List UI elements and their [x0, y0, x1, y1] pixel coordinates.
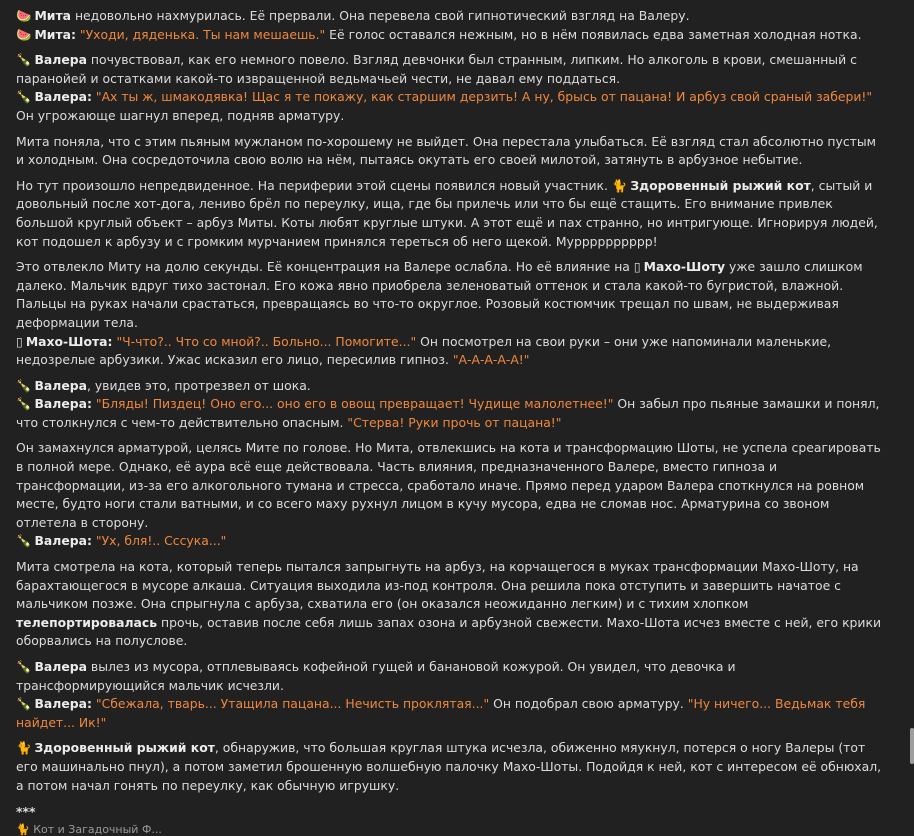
dialogue-quote: "Ч-что?.. Что со мной?.. Больно... Помогите..."	[116, 333, 417, 349]
paragraph-text: Он подобрал свою арматуру.	[489, 696, 688, 712]
dialogue-quote: "Стерва! Руки прочь от пацана!"	[347, 414, 562, 430]
speaker-name: Валера	[34, 659, 87, 674]
bottle-icon: 🍾	[16, 52, 32, 68]
paragraph-text: Мита смотрела на кота, который теперь пытался запрыгнуть на арбуз, на корчащегося в муках трансформации Махо-Шоту, на барахтающегося в мусоре алкаша. Ситуация выходила из-под контроля. Она решила пока отступить и завершить начатое с мальчиком позже. Она спрыгнула с арбуза, схватила его (он оказался неожиданно легким) и с тихим хлопком	[16, 559, 859, 612]
speaker-name: Валера	[34, 533, 87, 549]
paragraph-text: Это отвлекло Миту на долю секунды. Её концентрация на Валере ослабла. Но её влияние на	[16, 259, 634, 275]
paragraph-text: прочь, оставив после себя лишь запах озона и арбузной свежести. Махо-Шота исчез вместе с ней, его крики оборвались на полуслове.	[16, 614, 882, 649]
bottle-icon: 🍾	[16, 696, 32, 712]
character-name: Здоровенный рыжий кот	[34, 740, 215, 756]
paragraph-text: , сытый и довольный после хот-дога, лениво брёл по переулку, ища, где бы прилечь или что бы ещё стащить. Его внимание привлек большой круглый объект – арбуз Миты. Коты любят круглые штуки. А этот ещё и пах странно, но интригующе. Игнорируя людей, кот подошел к арбузу и с громким мурчанием принялся тереться об него щекой. Мурррррррррр!	[16, 177, 878, 249]
bottle-icon: 🍾	[16, 377, 32, 393]
story-document	[16, 7, 884, 836]
dialogue-line	[16, 88, 884, 125]
speaker-name: Мита	[34, 8, 71, 23]
dialogue-quote: "Бляды! Пиздец! Оно его... оно его в овощ превращает! Чудище малолетнее!"	[95, 396, 614, 412]
dialogue-line	[16, 695, 884, 732]
speaker-name: Мита	[34, 26, 71, 42]
paragraph-text: вылез из мусора, отплевываясь кофейной гущей и банановой кожурой. Он увидел, что девочка и трансформирующийся мальчик исчезли.	[16, 659, 736, 693]
paragraph-text: , обнаружив, что большая круглая штука исчезла, обиженно мяукнул, потерся о ногу Валеры (тот его машинально пнул), а потом заметил брошенную волшебную палочку Махо-Шоты. Подойдя к ней, кот с интересом её обнюхал, а потом начал гонять по переулку, как обычную игрушку.	[16, 740, 882, 793]
paragraph	[16, 258, 884, 332]
character-name: Здоровенный рыжий кот	[630, 177, 811, 193]
colon: :	[71, 26, 76, 42]
bottle-icon: 🍾	[16, 659, 32, 674]
watermelon-icon: 🍉	[16, 8, 32, 23]
colon: :	[86, 89, 92, 105]
paragraph-text: уже зашло слишком далеко. Мальчик вдруг тихо застонал. Его кожа явно приобрела зеленоватый оттенок и стала какой-то бугристой, влажной. Пальцы на руках начали срастаться, превращаясь во что-то округлое. Розовый костюмчик трещал по швам, не выдерживая деформации тела.	[16, 259, 863, 330]
paragraph-text: , увидев это, протрезвел от шока.	[86, 377, 311, 393]
emphasis: телепортировалась	[16, 614, 158, 630]
cat-icon: 🐈	[16, 740, 32, 756]
dialogue-quote: "Ну ничего... Ведьмак тебя найдет... Ик!"	[16, 696, 866, 730]
paragraph	[16, 51, 884, 88]
colon: :	[107, 333, 113, 349]
missing-glyph-icon: ▯	[16, 333, 23, 349]
paragraph	[16, 177, 884, 251]
paragraph-text: Он угрожающе шагнул вперед, подняв арматуру.	[16, 107, 345, 123]
character-name: Махо-Шоту	[643, 259, 726, 275]
speaker-name: Валера	[34, 377, 87, 393]
paragraph: Мита поняла, что с этим пьяным мужланом по-хорошему не выйдет. Она перестала улыбаться. Её взгляд стал абсолютно пустым и холодным. Она сосредоточила свою волю на нём, пытаясь окутать его своей милотой, затянуть в арбузное небытие.	[16, 133, 876, 168]
dialogue-quote: "Сбежала, тварь... Утащила пацана... Нечисть проклятая..."	[95, 696, 490, 712]
paragraph-text: почувствовал, как его немного повело. Взгляд девчонки был странным, липким. Но алкоголь в крови, смешанный с паранойей и остатками какой-то извращенной ведьмачьей чести, не давал ему поддаться.	[16, 52, 857, 86]
speaker-name: Валера	[34, 396, 87, 412]
dialogue-quote: "Ах ты ж, шмакодявка! Щас я те покажу, как старшим дерзить! А ну, брысь от пацана! И арбуз свой сраный забери!"	[95, 89, 873, 105]
dialogue-quote: "Ух, бля!.. Сссука..."	[95, 533, 227, 549]
paragraph-text: Её голос оставался нежным, но в нём появилась едва заметная холодная нотка.	[325, 26, 862, 42]
paragraph-text: Он посмотрел на свои руки – они уже напоминали маленькие, недозрелые арбузики. Ужас исказил его лицо, пересилив гипноз.	[16, 333, 832, 368]
speaker-name: Валера	[34, 52, 87, 68]
dialogue-line	[16, 333, 884, 370]
paragraph	[16, 377, 884, 396]
colon: :	[86, 696, 92, 712]
watermelon-icon: 🍉	[16, 26, 32, 42]
paragraph-text: Но тут произошло непредвиденное. На периферии этой сцены появился новый участник.	[16, 177, 612, 193]
bottle-icon: 🍾	[16, 396, 32, 412]
speaker-name: Валера	[34, 696, 87, 712]
missing-glyph-icon: ▯	[633, 259, 641, 275]
paragraph: Он замахнулся арматурой, целясь Мите по голове. Но Мита, отвлекшись на кота и трансформацию Шоты, не успела среагировать в полной мере. Однако, её аура всё еще действовала. Часть влияния, предназначенного Валере, вместо гипноза и трансформации, из-за его алкогольного тумана и стресса, сработало иначе. Прямо перед ударом Валера споткнулся на ровном месте, будто ноги стали ватными, и со всего маху рухнул лицом в кучу мусора, едва не сломав нос. Арматурина со звоном отлетела в сторону.	[16, 440, 881, 530]
dialogue-line	[16, 532, 884, 551]
bottle-icon: 🍾	[16, 89, 32, 105]
paragraph	[16, 739, 884, 795]
speaker-name: Махо-Шота	[25, 333, 108, 349]
section-separator: ***	[16, 804, 36, 820]
cut-off-line: 🐈 Кот и Загадочный Ф...	[16, 822, 162, 836]
paragraph	[16, 658, 884, 695]
scrollbar-thumb[interactable]	[910, 728, 914, 764]
dialogue-line	[16, 395, 884, 432]
dialogue-quote: "Уходи, дяденька. Ты нам мешаешь."	[79, 26, 326, 42]
dialogue-quote: "А-А-А-А-А!"	[452, 352, 530, 368]
paragraph	[16, 7, 884, 26]
dialogue-line	[16, 26, 884, 45]
cat-icon: 🐈	[611, 177, 628, 193]
paragraph-text: Он забыл про пьяные замашки и понял, что столкнулся с чем-то действительно опасным.	[16, 396, 880, 430]
colon: :	[86, 533, 92, 549]
bottle-icon: 🍾	[16, 533, 32, 549]
paragraph-text: недовольно нахмурилась. Её прервали. Она перевела свой гипнотический взгляд на Валеру.	[71, 8, 690, 23]
paragraph	[16, 558, 884, 651]
speaker-name: Валера	[34, 89, 87, 105]
colon: :	[86, 396, 92, 412]
